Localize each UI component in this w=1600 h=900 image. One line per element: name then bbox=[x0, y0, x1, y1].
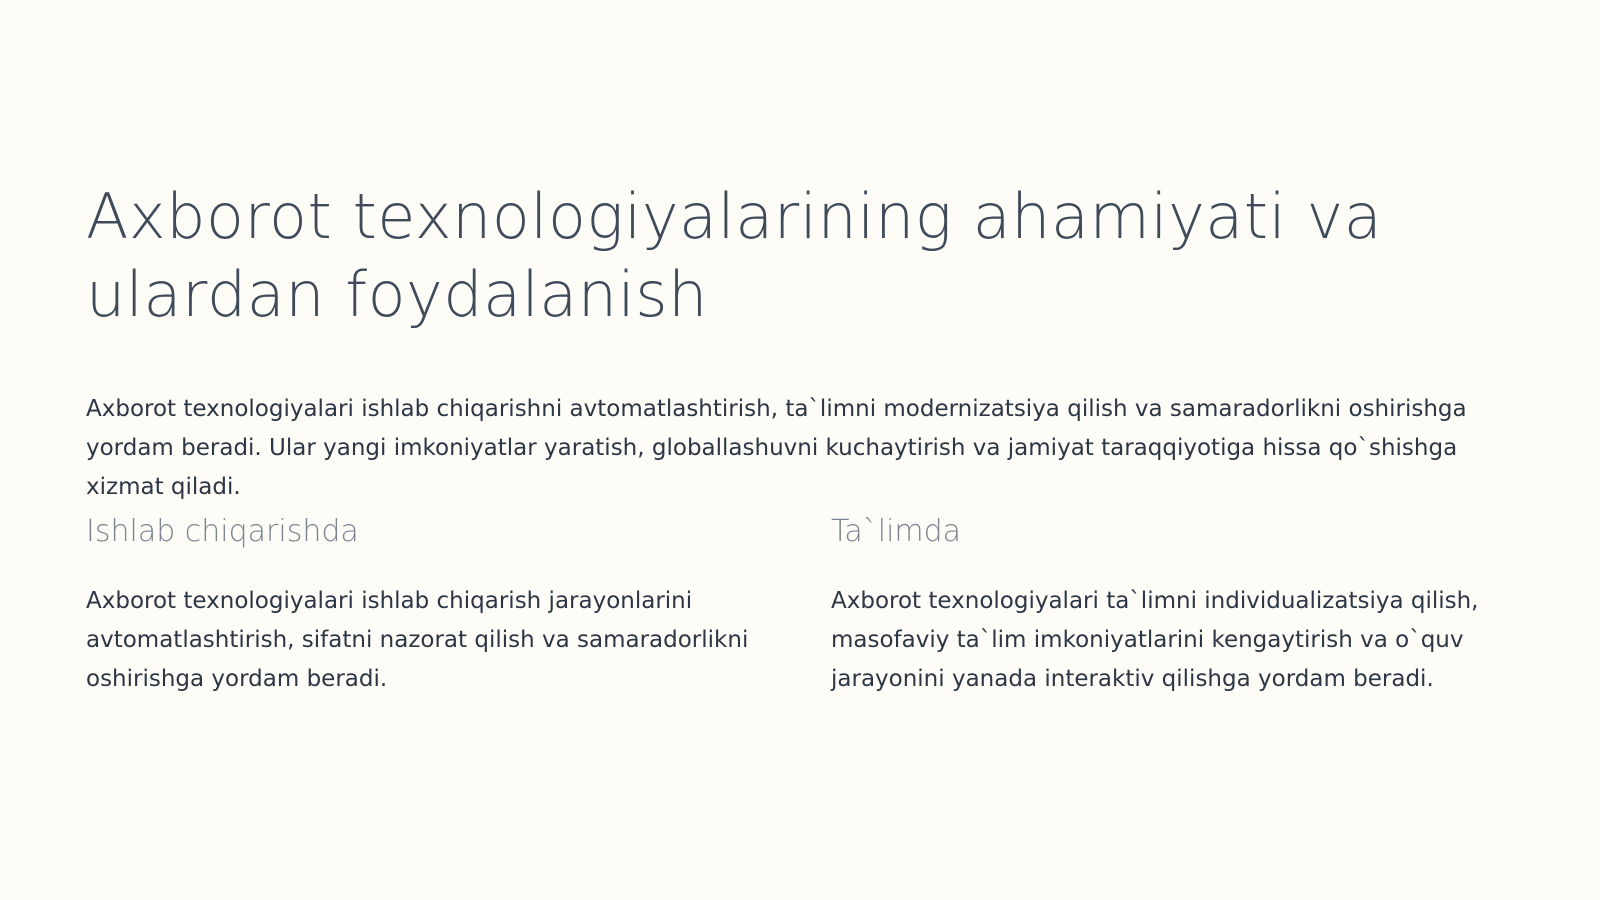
slide-title: Axborot texnologiyalarining ahamiyati va ulardan foydalanish bbox=[86, 180, 1383, 331]
intro-paragraph: Axborot texnologiyalari ishlab chiqarishni avtomatlashtirish, ta`limni modernizatsiya qilish va samaradorlikni oshirishga yordam beradi. Ular yangi imkoniyatlar yaratish, globallashuvni kuchaytirish va jamiyat taraqqiyotiga hissa qo`shishga xizmat qiladi. bbox=[86, 396, 1467, 500]
column-production bbox=[86, 512, 766, 699]
column-heading-education: Ta`limda bbox=[831, 514, 962, 549]
column-text-education: Axborot texnologiyalari ta`limni individualizatsiya qilish, masofaviy ta`lim imkoniyatlarini kengaytirish va o`quv jarayonini yanada interaktiv qilishga yordam beradi. bbox=[831, 588, 1479, 692]
column-text-production: Axborot texnologiyalari ishlab chiqarish jarayonlarini avtomatlashtirish, sifatni nazorat qilish va samaradorlikni oshirishga yordam beradi. bbox=[86, 588, 749, 692]
column-heading-production: Ishlab chiqarishda bbox=[86, 514, 359, 549]
column-education bbox=[831, 512, 1511, 699]
